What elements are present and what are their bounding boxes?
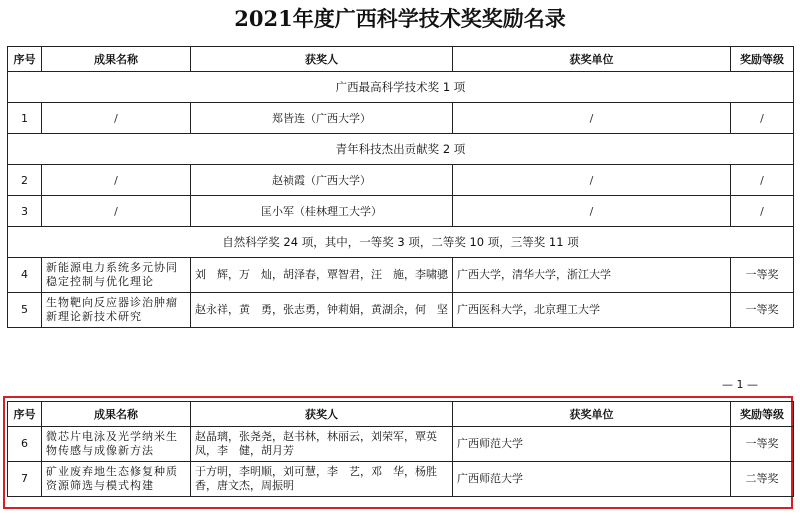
cell-winners: 郑皆连（广西大学） — [191, 103, 453, 134]
column-header-level: 奖励等级 — [731, 47, 794, 72]
cell-project: / — [42, 103, 191, 134]
column-header-project: 成果名称 — [42, 402, 191, 427]
column-header-unit: 获奖单位 — [453, 47, 731, 72]
cell-winners: 赵永祥，黄 勇，张志勇，钟莉娟，黄湖余，何 坚 — [191, 293, 453, 328]
cell-no: 1 — [8, 103, 42, 134]
column-header-level: 奖励等级 — [731, 402, 794, 427]
cell-project: 新能源电力系统多元协同稳定控制与优化理论 — [42, 258, 191, 293]
section-heading-row — [8, 72, 794, 103]
table-row — [8, 258, 794, 293]
table-header-row — [8, 402, 794, 427]
table-row — [8, 196, 794, 227]
cell-unit: 广西大学，清华大学，浙江大学 — [453, 258, 731, 293]
section-heading: 自然科学奖 24 项，其中，一等奖 3 项，二等奖 10 项，三等奖 11 项 — [8, 227, 794, 258]
cell-project: / — [42, 196, 191, 227]
section-heading: 广西最高科学技术奖 1 项 — [8, 72, 794, 103]
column-header-no: 序号 — [8, 402, 42, 427]
section-heading: 青年科技杰出贡献奖 2 项 — [8, 134, 794, 165]
cell-winners: 匡小军（桂林理工大学） — [191, 196, 453, 227]
cell-winners: 赵祯霞（广西大学） — [191, 165, 453, 196]
cell-winners: 赵晶璃，张尧尧，赵书林，林丽云，刘荣军，覃英凤，李 健，胡月芳 — [191, 427, 453, 462]
cell-level: 二等奖 — [731, 462, 794, 497]
cell-winners: 于方明，李明顺，刘可慧，李 艺，邓 华，杨胜香，唐文杰，周振明 — [191, 462, 453, 497]
cell-unit: / — [453, 103, 731, 134]
section-heading-row — [8, 134, 794, 165]
cell-no: 2 — [8, 165, 42, 196]
cell-project: 微芯片电泳及光学纳米生物传感与成像新方法 — [42, 427, 191, 462]
cell-level: / — [731, 103, 794, 134]
cell-project: 生物靶向反应器诊治肿瘤新理论新技术研究 — [42, 293, 191, 328]
section-heading-row — [8, 227, 794, 258]
cell-project: 矿业废弃地生态修复种质资源筛选与模式构建 — [42, 462, 191, 497]
awards-table-page1 — [7, 46, 794, 328]
table-row — [8, 462, 794, 497]
column-header-project: 成果名称 — [42, 47, 191, 72]
page-title: 2021年度广西科学技术奖奖励名录 — [234, 6, 566, 31]
cell-unit: / — [453, 196, 731, 227]
column-header-no: 序号 — [8, 47, 42, 72]
table-row — [8, 293, 794, 328]
cell-no: 6 — [8, 427, 42, 462]
cell-level: 一等奖 — [731, 293, 794, 328]
cell-no: 5 — [8, 293, 42, 328]
cell-level: / — [731, 196, 794, 227]
table-row — [8, 427, 794, 462]
cell-unit: 广西医科大学，北京理工大学 — [453, 293, 731, 328]
awards-table-page2 — [7, 401, 794, 497]
cell-no: 4 — [8, 258, 42, 293]
cell-level: 一等奖 — [731, 427, 794, 462]
table-header-row — [8, 47, 794, 72]
cell-unit: / — [453, 165, 731, 196]
cell-project: / — [42, 165, 191, 196]
cell-level: / — [731, 165, 794, 196]
cell-level: 一等奖 — [731, 258, 794, 293]
cell-no: 3 — [8, 196, 42, 227]
cell-winners: 刘 辉，万 灿，胡泽春，覃智君，汪 施，李啸骢 — [191, 258, 453, 293]
column-header-unit: 获奖单位 — [453, 402, 731, 427]
column-header-winners: 获奖人 — [191, 402, 453, 427]
table-row — [8, 165, 794, 196]
cell-unit: 广西师范大学 — [453, 427, 731, 462]
column-header-winners: 获奖人 — [191, 47, 453, 72]
cell-unit: 广西师范大学 — [453, 462, 731, 497]
page-number: — 1 — — [722, 378, 758, 391]
table-row — [8, 103, 794, 134]
cell-no: 7 — [8, 462, 42, 497]
